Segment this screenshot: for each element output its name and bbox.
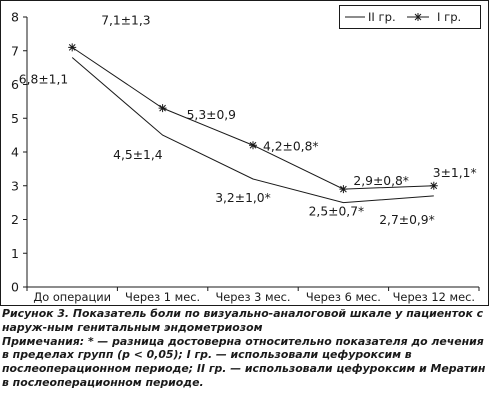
data-label: 4,2±0,8*	[263, 139, 319, 154]
data-label: 4,5±1,4	[113, 148, 163, 163]
data-label: 2,9±0,8*	[353, 174, 409, 189]
star-marker	[430, 182, 438, 190]
data-label: 2,5±0,7*	[308, 204, 365, 219]
figure-caption	[2, 307, 487, 390]
y-tick-label: 7	[11, 43, 19, 59]
data-label: 5,3±0,9	[186, 108, 237, 123]
star-marker	[339, 185, 347, 193]
x-category-label: Через 1 мес.	[125, 290, 201, 304]
data-label: 7,1±1,3	[101, 13, 151, 28]
star-marker	[249, 141, 257, 149]
star-marker	[68, 43, 76, 51]
x-category-label: Через 3 мес.	[215, 290, 291, 304]
y-tick-label: 5	[11, 110, 19, 126]
data-labels	[19, 13, 477, 227]
x-category-label: Через 6 мес.	[305, 290, 381, 304]
caption-title: Рисунок 3. Показатель боли по визуально-аналоговой шкале у пациенток с наруж-ным генитальным эндометриозом	[2, 307, 484, 334]
data-label: 3,2±1,0*	[215, 191, 271, 205]
legend-label-series-2: I гр.	[437, 10, 462, 24]
y-tick-label: 6	[11, 77, 19, 92]
data-label: 3±1,1*	[432, 165, 477, 180]
star-marker	[159, 104, 167, 112]
y-tick-label: 1	[11, 245, 19, 261]
data-label: 6,8±1,1	[18, 72, 69, 87]
x-category-label: До операции	[33, 290, 112, 304]
y-tick-label: 3	[11, 178, 19, 194]
legend-star-marker	[414, 13, 422, 21]
y-tick-label: 0	[11, 279, 19, 295]
y-tick-label: 2	[11, 212, 19, 227]
caption-notes: Примечания: * — разница достоверна относительно показателя до лечения в пределах групп (p < 0,05); I гр. — использовали цефуроксим в послеоперационном периоде; II гр. — использовали цефуроксим и Мератин в послеоперационном периоде.	[2, 334, 486, 389]
x-category-label: Через 12 мес.	[392, 290, 475, 304]
series-line-2	[72, 47, 434, 189]
legend	[340, 6, 481, 29]
y-tick-label: 8	[11, 9, 19, 25]
data-label: 2,7±0,9*	[379, 212, 435, 227]
y-tick-label: 4	[11, 144, 19, 160]
legend-label-series-1: II гр.	[368, 10, 396, 24]
